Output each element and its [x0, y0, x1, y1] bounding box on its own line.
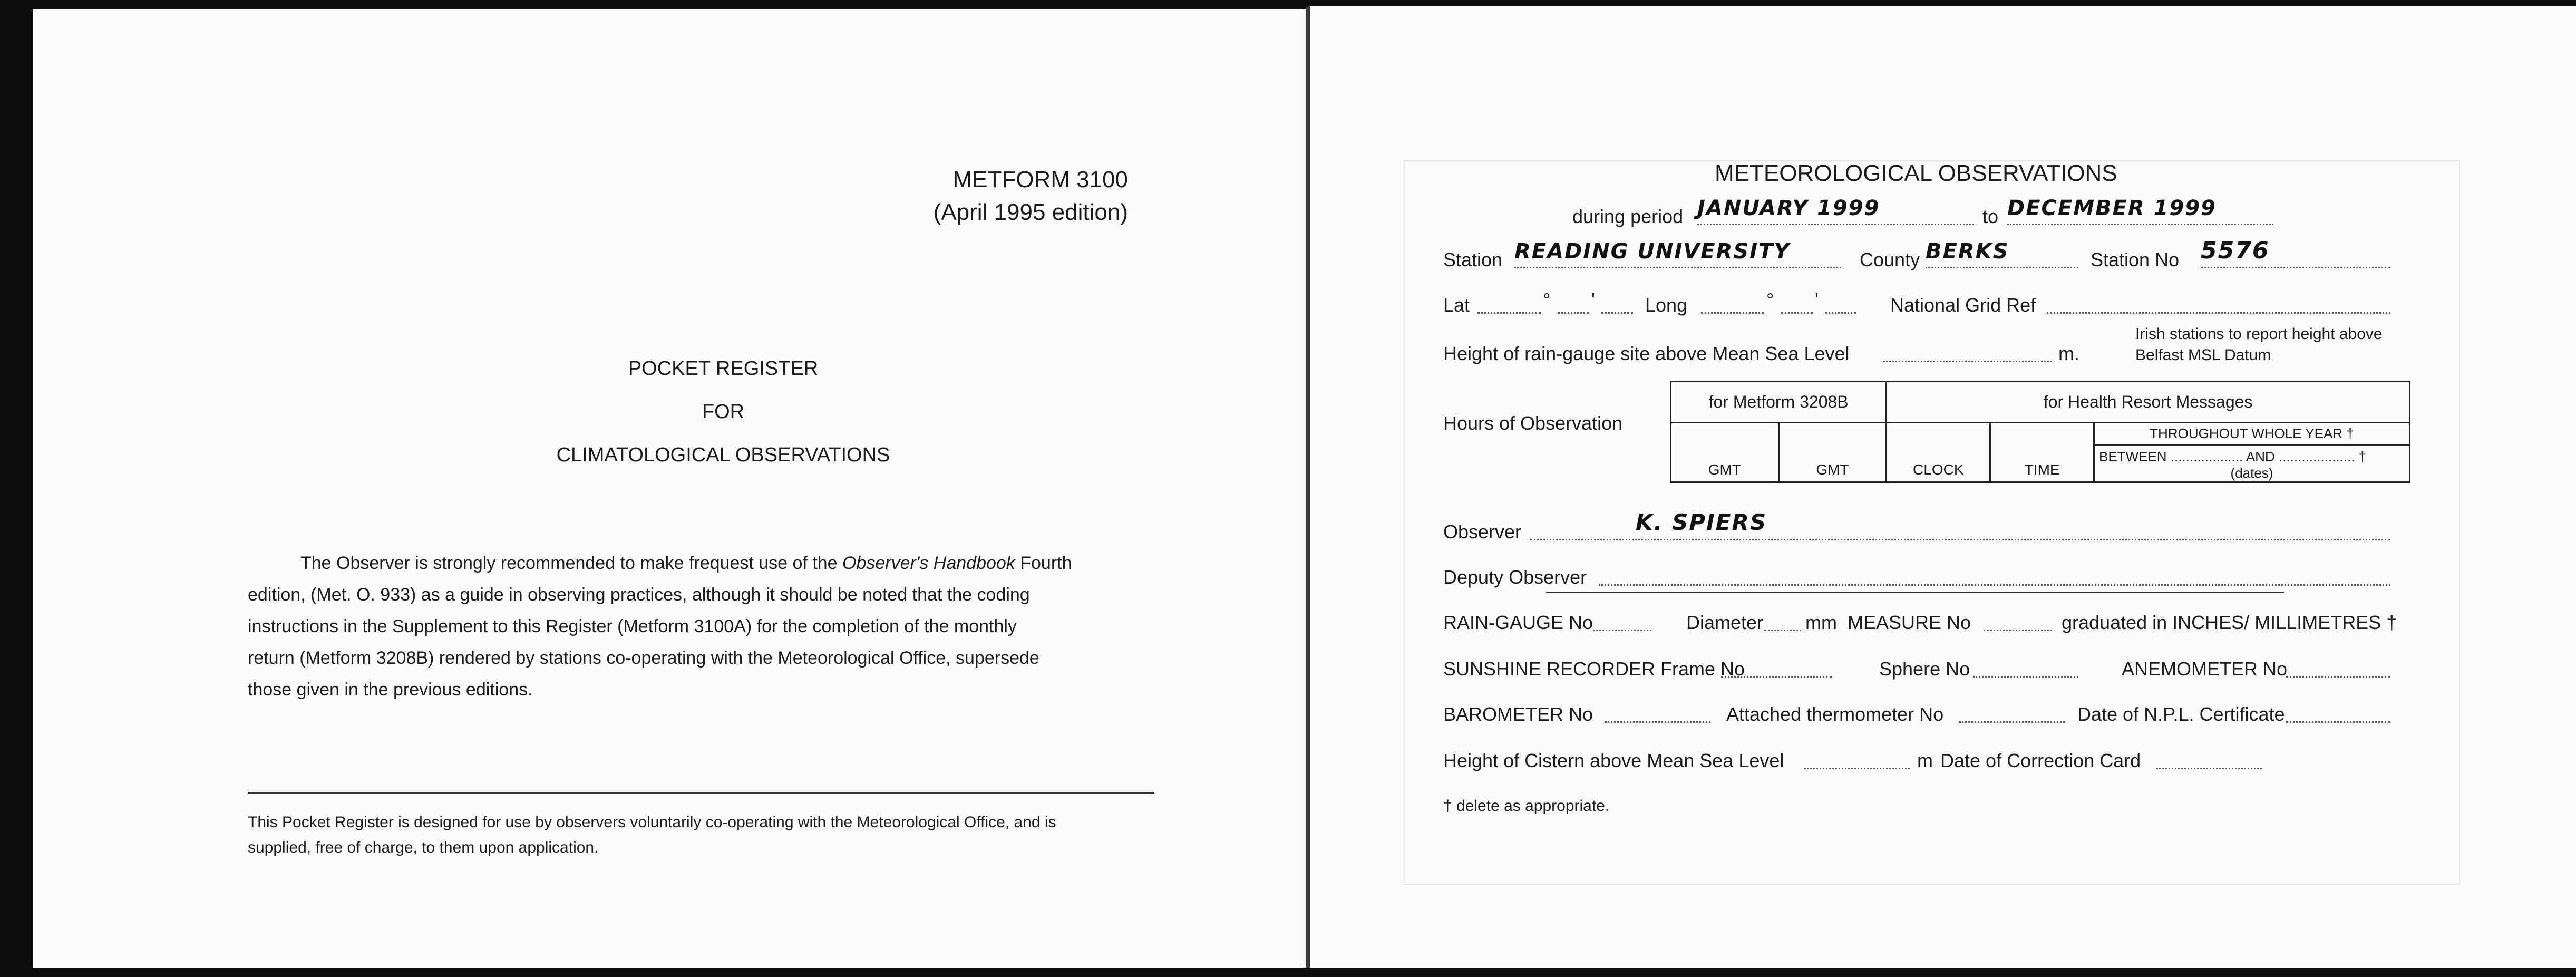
correction-card-label: Date of Correction Card	[1940, 750, 2141, 771]
clock-cell[interactable]: CLOCK	[1887, 423, 1990, 482]
lat-label: Lat	[1443, 294, 1470, 316]
dates-label: (dates)	[2230, 465, 2273, 481]
anemometer-label: ANEMOMETER No	[2122, 658, 2288, 680]
form-heading: METEOROLOGICAL OBSERVATIONS	[1715, 160, 2117, 186]
title-line2: FOR	[702, 401, 745, 423]
national-grid-field[interactable]	[2047, 292, 2390, 314]
lat-extra-field[interactable]	[1601, 292, 1633, 314]
long-label: Long	[1645, 294, 1688, 316]
metform-header: for Metform 3208B	[1671, 382, 1887, 423]
height-rain-field[interactable]	[1883, 341, 2052, 362]
form-number: METFORM 3100	[952, 167, 1128, 192]
county-label: County	[1860, 249, 1920, 270]
lat-degree-symbol: °	[1543, 289, 1551, 311]
title-line1: POCKET REGISTER	[628, 357, 819, 380]
intro-paragraph	[248, 547, 1181, 705]
separator-line	[1546, 592, 2284, 593]
gmt-cell-2[interactable]: GMT	[1778, 423, 1887, 482]
npl-label: Date of N.P.L. Certificate	[2077, 703, 2285, 725]
barometer-field[interactable]	[1605, 701, 1710, 723]
deputy-field[interactable]	[1599, 564, 2390, 586]
to-label: to	[1982, 206, 1999, 227]
footnote: This Pocket Register is designed for use by observers voluntarily co-operating with the Meteorological Office, and is supplied, free of charge, to them upon application.	[248, 814, 1056, 856]
lat-minutes-field[interactable]	[1558, 292, 1589, 314]
station-no-label: Station No	[2091, 249, 2180, 270]
national-grid-label: National Grid Ref	[1890, 294, 2036, 316]
resort-dates-cell[interactable]	[2094, 423, 2410, 482]
observer-field[interactable]: K. SPIERS	[1530, 509, 2390, 540]
period-from-field[interactable]: JANUARY 1999	[1697, 196, 1974, 225]
correction-card-field[interactable]	[2156, 748, 2262, 769]
attached-thermometer-field[interactable]	[1959, 701, 2065, 723]
measure-field[interactable]	[1984, 610, 2052, 631]
station-no-field[interactable]: 5576	[2201, 237, 2390, 268]
time-cell[interactable]: TIME	[1990, 423, 2094, 482]
para-line-2: edition, (Met. O. 933) as a guide in observing practices, although it should be noted that the coding	[248, 585, 1030, 605]
lat-degrees-field[interactable]	[1477, 292, 1541, 314]
deputy-label: Deputy Observer	[1443, 566, 1587, 588]
graduated-label: graduated in INCHES/ MILLIMETRES †	[2062, 612, 2397, 633]
period-to-field[interactable]: DECEMBER 1999	[2007, 196, 2273, 225]
cistern-unit: m	[1917, 750, 1933, 771]
npl-field[interactable]	[2286, 701, 2390, 723]
diameter-label: Diameter	[1686, 612, 1764, 633]
left-page	[33, 9, 1307, 968]
cistern-field[interactable]	[1804, 748, 1910, 769]
title-line3: CLIMATOLOGICAL OBSERVATIONS	[556, 444, 890, 466]
para-line-1: The Observer is strongly recommended to make frequest use of the Observer's Handbook Fourth	[300, 553, 1072, 573]
lat-minute-symbol: '	[1591, 289, 1595, 311]
station-label: Station	[1443, 249, 1503, 270]
sunshine-frame-field[interactable]	[1721, 656, 1832, 678]
attached-thermometer-label: Attached thermometer No	[1726, 703, 1944, 725]
para-line-4: return (Metform 3208B) rendered by stations co-operating with the Meteorological Office, supersede	[248, 648, 1039, 668]
county-field[interactable]: BERKS	[1926, 239, 2078, 268]
rain-gauge-field[interactable]	[1593, 610, 1651, 631]
observer-label: Observer	[1443, 521, 1522, 543]
station-field[interactable]: READING UNIVERSITY	[1514, 239, 1841, 268]
height-rain-unit: m.	[2058, 343, 2079, 364]
anemometer-field[interactable]	[2286, 656, 2390, 678]
hours-table	[1670, 381, 2410, 483]
sphere-label: Sphere No	[1879, 658, 1970, 680]
long-degrees-field[interactable]	[1701, 292, 1764, 314]
para-line-3: instructions in the Supplement to this Register (Metform 3100A) for the completion of the monthly	[248, 616, 1017, 636]
para-line-5: those given in the previous editions.	[248, 680, 533, 700]
during-period-label: during period	[1572, 206, 1684, 227]
sunshine-label: SUNSHINE RECORDER Frame No	[1443, 658, 1745, 680]
long-minute-symbol: '	[1815, 289, 1819, 311]
throughout-label: THROUGHOUT WHOLE YEAR †	[2095, 423, 2409, 446]
barometer-label: BAROMETER No	[1443, 703, 1593, 725]
long-degree-symbol: °	[1766, 289, 1774, 311]
gmt-cell-1[interactable]: GMT	[1671, 423, 1779, 482]
height-rain-label: Height of rain-gauge site above Mean Sea Level	[1443, 343, 1850, 364]
delete-footnote: † delete as appropriate.	[1443, 797, 1610, 815]
sphere-field[interactable]	[1973, 656, 2078, 678]
edition: (April 1995 edition)	[933, 199, 1128, 225]
cistern-label: Height of Cistern above Mean Sea Level	[1443, 750, 1784, 771]
right-page	[1310, 6, 2576, 968]
rain-gauge-label: RAIN-GAUGE No	[1443, 612, 1593, 633]
between-label: BETWEEN ................... AND .................... †	[2099, 449, 2367, 465]
irish-stations-note: Irish stations to report height above Belfast MSL Datum	[2135, 325, 2383, 364]
diameter-field[interactable]	[1764, 610, 1801, 631]
measure-label: MEASURE No	[1848, 612, 1971, 633]
health-header: for Health Resort Messages	[1887, 382, 2410, 423]
mm-label: mm	[1805, 612, 1837, 633]
long-minutes-field[interactable]	[1781, 292, 1813, 314]
hours-label: Hours of Observation	[1443, 412, 1623, 434]
footnote-rule	[248, 792, 1154, 794]
long-extra-field[interactable]	[1825, 292, 1856, 314]
